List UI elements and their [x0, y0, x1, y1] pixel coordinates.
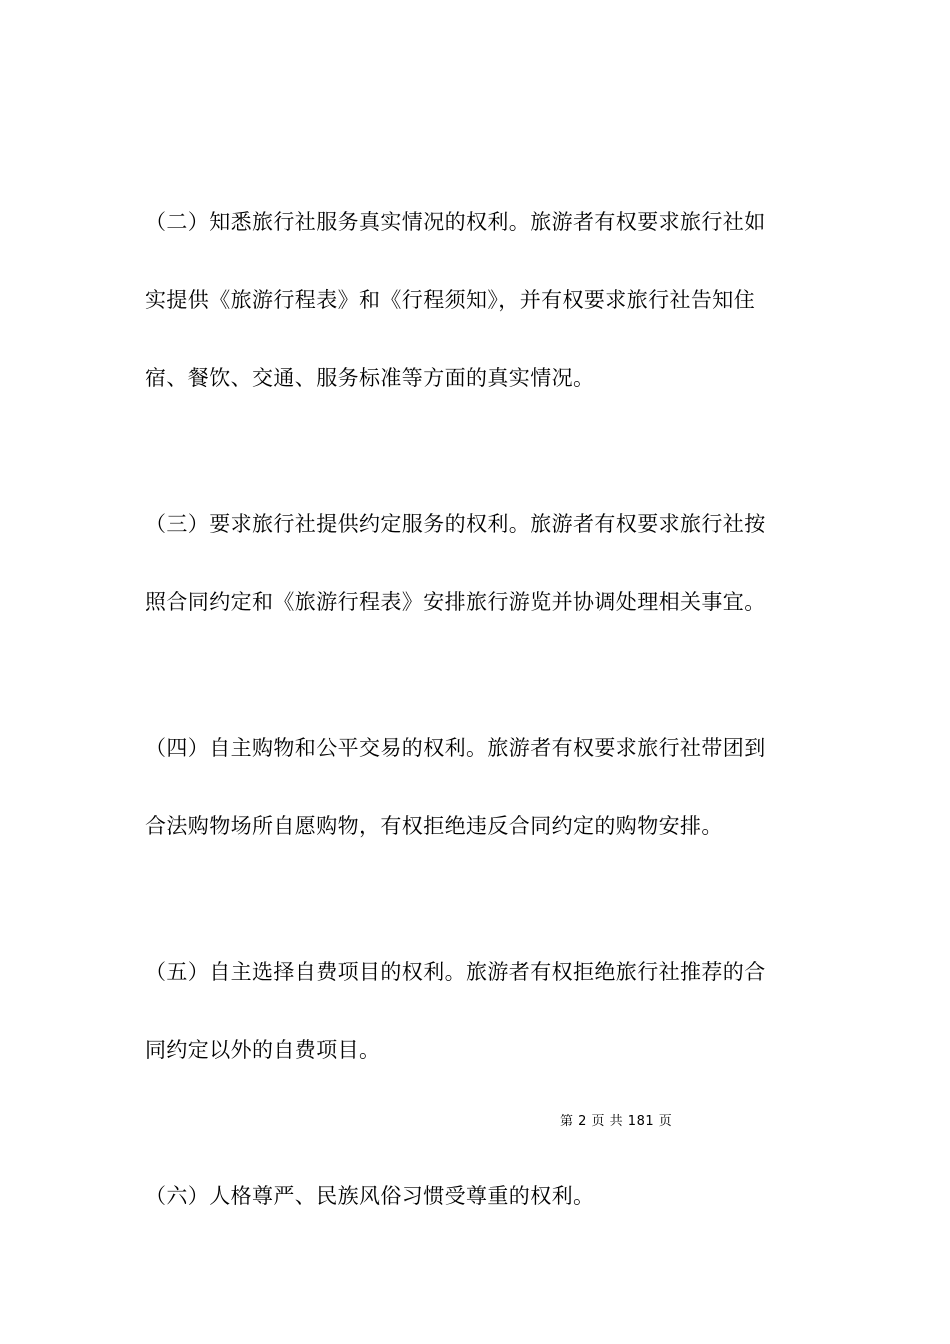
text-line: 合法购物场所自愿购物，有权拒绝违反合同约定的购物安排。: [145, 814, 723, 838]
text-line: 同约定以外的自费项目。: [145, 1038, 381, 1062]
text-line: （三）要求旅行社提供约定服务的权利。旅游者有权要求旅行社按: [145, 512, 766, 536]
text-line: （六）人格尊严、民族风俗习惯受尊重的权利。: [145, 1184, 595, 1208]
page-number-footer: 第 2 页 共 181 页: [560, 1114, 673, 1129]
text-line: 照合同约定和《旅游行程表》安排旅行游览并协调处理相关事宜。: [145, 590, 766, 614]
text-line: （四）自主购物和公平交易的权利。旅游者有权要求旅行社带团到: [145, 736, 766, 760]
text-line: 实提供《旅游行程表》和《行程须知》，并有权要求旅行社告知住: [145, 288, 756, 312]
text-line: （二）知悉旅行社服务真实情况的权利。旅游者有权要求旅行社如: [145, 210, 766, 234]
text-line: 宿、餐饮、交通、服务标准等方面的真实情况。: [145, 366, 595, 390]
text-line: （五）自主选择自费项目的权利。旅游者有权拒绝旅行社推荐的合: [145, 960, 766, 984]
